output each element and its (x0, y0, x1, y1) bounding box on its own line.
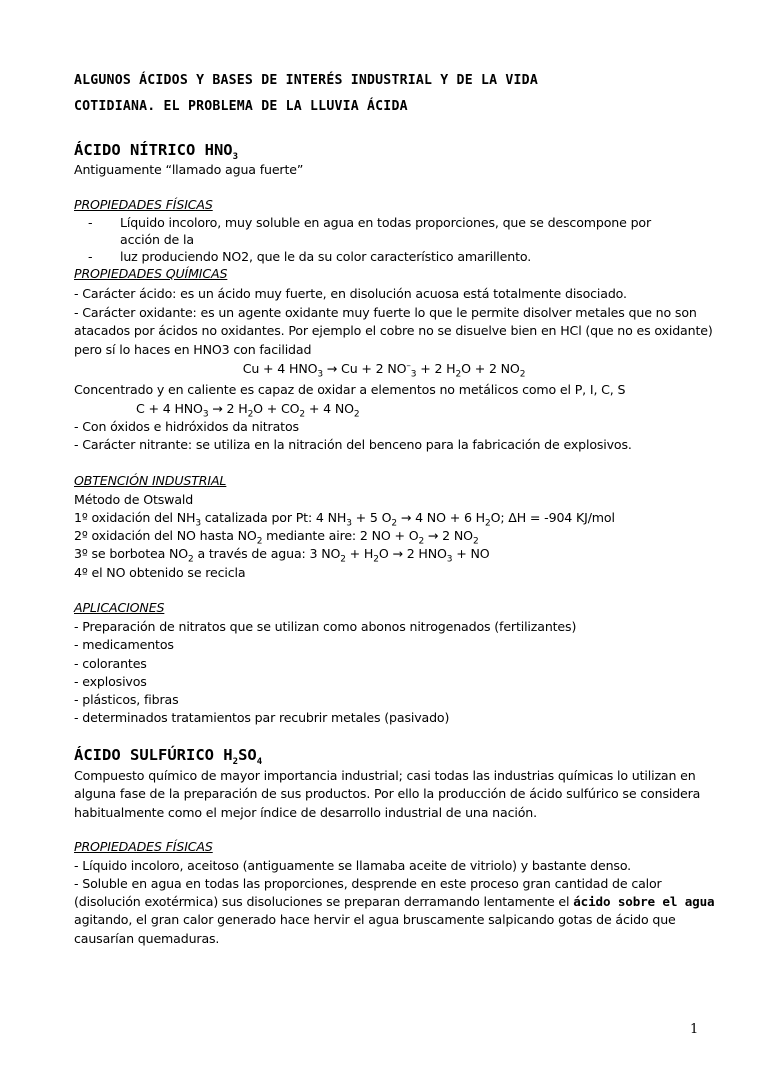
title-line-2: COTIDIANA. EL PROBLEMA DE LA LLUVIA ÁCIDA (74, 99, 408, 114)
sulfuric-phys-1: - Líquido incoloro, aceitoso (antiguamente se llamaba aceite de vitriolo) y bastante denso. (74, 858, 632, 873)
empty-bullet: - (88, 249, 93, 264)
bullet-text-line-1: Líquido incoloro, muy soluble en agua en todas proporciones, que se descompone por acción de la (120, 215, 651, 247)
step-2: 2º oxidación del NO hasta $NO_2$ mediante aire: 2 NO + $O_2 \to 2$ $NO_2$ (74, 528, 479, 547)
application-item: - plásticos, fibras (74, 692, 179, 707)
title-line-1: ALGUNOS ÁCIDOS Y BASES DE INTERÉS INDUSTRIAL Y DE LA VIDA (74, 73, 538, 88)
sulfuric-phys-5: causarían quemaduras. (74, 931, 220, 946)
ostwald-method: Método de Otswald (74, 492, 194, 507)
sulfuric-acid-heading: ÁCIDO SULFÚRICO $H_2SO_4$ (74, 746, 263, 768)
equation-carbon: C + 4 $HNO_3 \to 2$ $H_2O + CO_2 + 4$ $NO_2$ (136, 401, 360, 420)
chem-line-1: - Carácter ácido: es un ácido muy fuerte, en disolución acuosa está totalmente disociado. (74, 286, 627, 301)
step-4: 4º el NO obtenido se recicla (74, 565, 246, 580)
chem-line-7: - Carácter nitrante: se utiliza en la nitración del benceno para la fabricación de explosivos. (74, 437, 632, 452)
applications-title: APLICACIONES (74, 600, 165, 615)
obtention-title: OBTENCIÓN INDUSTRIAL (74, 473, 227, 488)
sulfuric-intro-2: alguna fase de la preparación de sus productos. Por ello la producción de ácido sulfúrico se considera (74, 786, 701, 801)
equation-copper: Cu + 4 $HNO_3 \to Cu + 2$ $NO^-_3 + 2$ $H_2O + 2$ $NO_2$ (242, 360, 526, 380)
nitric-chemical-title: PROPIEDADES QUÍMICAS (74, 266, 228, 281)
sulfuric-phys-3: (disolución exotérmica) sus disoluciones se preparan derramando lentamente el ácido sobre el agua (74, 894, 715, 909)
nitric-physical-title: PROPIEDADES FÍSICAS (74, 197, 213, 212)
chem-line-4: pero sí lo haces en HNO3 con facilidad (74, 342, 312, 357)
application-item: - medicamentos (74, 637, 174, 652)
application-item: - explosivos (74, 674, 147, 689)
chem-line-6: - Con óxidos e hidróxidos da nitratos (74, 419, 299, 434)
sulfuric-intro-3: habitualmente como el mejor índice de desarrollo industrial de una nación. (74, 805, 537, 820)
emphasis-acid-over-water: ácido sobre el agua (573, 894, 715, 909)
step-1: 1º oxidación del $NH_3$ catalizada por Pt: 4 $NH_3 + 5$ $O_2 \to 4$ NO + 6 $H_2O$; ΔH = -904 KJ/mol (74, 510, 615, 529)
step-3: 3º se borbotea $NO_2$ a través de agua: 3 $NO_2 + H_2O \to 2$ $HNO_3$ + NO (74, 546, 490, 565)
application-item: - colorantes (74, 656, 147, 671)
nitric-subtitle: Antiguamente “llamado agua fuerte” (74, 162, 304, 177)
bullet-dash: - (88, 215, 93, 230)
sulfuric-phys-2: - Soluble en agua en todas las proporciones, desprende en este proceso gran cantidad de calor (74, 876, 662, 891)
chem-line-3: atacados por ácidos no oxidantes. Por ejemplo el cobre no se disuelve bien en HCl (que no es oxidante) (74, 323, 713, 338)
bullet-text-line-2: luz produciendo NO2, que le da su color característico amarillento. (120, 249, 532, 264)
nitric-acid-heading: ÁCIDO NÍTRICO $HNO_3$ (74, 141, 239, 163)
application-item: - determinados tratamientos par recubrir metales (pasivado) (74, 710, 450, 725)
page-number: 1 (690, 1022, 699, 1037)
sulfuric-intro-1: Compuesto químico de mayor importancia industrial; casi todas las industrias químicas lo utilizan en (74, 768, 696, 783)
chem-line-5: Concentrado y en caliente es capaz de oxidar a elementos no metálicos como el P, I, C, S (74, 382, 626, 397)
sulfuric-phys-4: agitando, el gran calor generado hace hervir el agua bruscamente salpicando gotas de ácido que (74, 912, 676, 927)
sulfuric-physical-title: PROPIEDADES FÍSICAS (74, 839, 213, 854)
chem-line-2: - Carácter oxidante: es un agente oxidante muy fuerte lo que le permite disolver metales que no son (74, 305, 697, 320)
document-title (74, 68, 694, 120)
application-item: - Preparación de nitratos que se utilizan como abonos nitrogenados (fertilizantes) (74, 619, 577, 634)
